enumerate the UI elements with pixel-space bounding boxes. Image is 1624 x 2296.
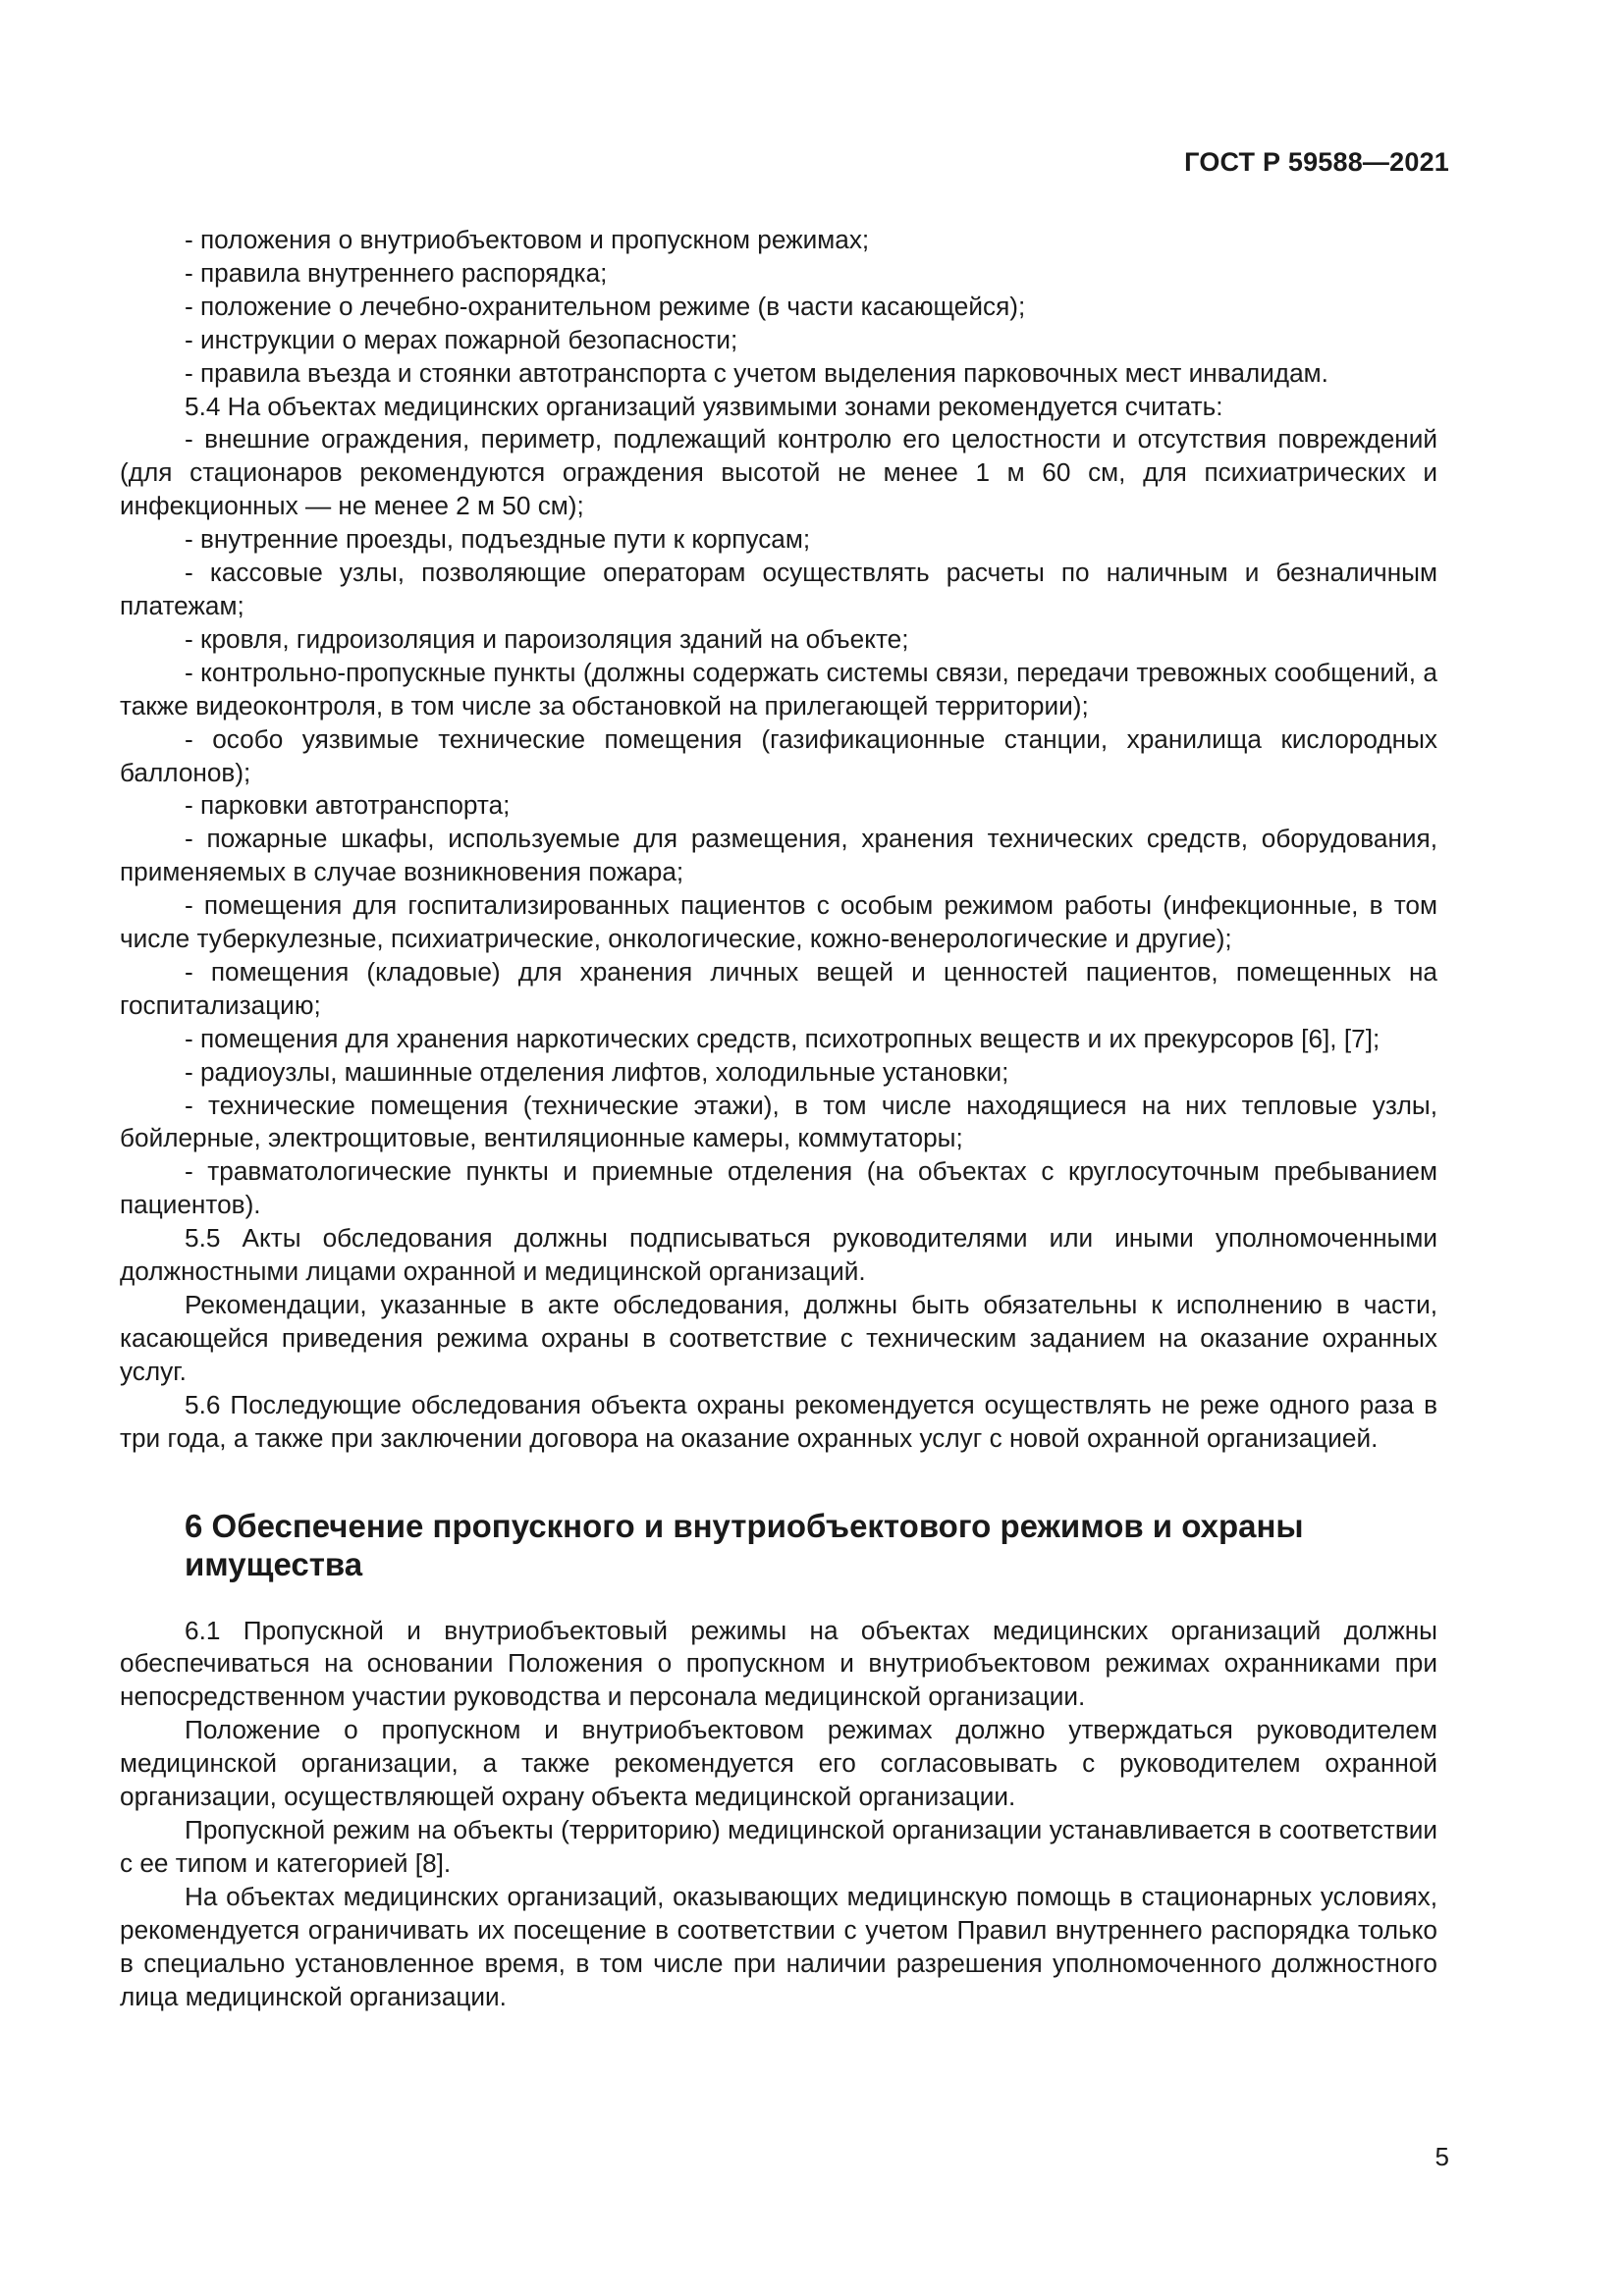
paragraph: - положения о внутриобъектовом и пропускном режимах; bbox=[185, 225, 870, 254]
paragraph: Пропускной режим на объекты (территорию) медицинской организации устанавливается в соответствии с ее типом и категорией [8]. bbox=[120, 1814, 1437, 1878]
document-code-header: ГОСТ Р 59588—2021 bbox=[1184, 147, 1449, 177]
paragraph: 5.4 На объектах медицинских организаций уязвимыми зонами рекомендуется считать: bbox=[185, 391, 1223, 421]
paragraph: - инструкции о мерах пожарной безопасности; bbox=[185, 324, 738, 354]
paragraph: 6.1 Пропускной и внутриобъектовый режимы на объектах медицинских организаций должны обеспечиваться на основании Положения о пропускном и внутриобъектовом режимах охранниками при непосредственном участии руководства и персонала медицинской организации. bbox=[120, 1615, 1437, 1712]
paragraph: На объектах медицинских организаций, оказывающих медицинскую помощь в стационарных условиях, рекомендуется ограничивать их посещение в соответствии с учетом Правил внутреннего распорядка только в специально установленное время, в том числе при наличии разрешения уполномоченного должностного лица медицинской организации. bbox=[120, 1881, 1437, 2011]
paragraph: - помещения для госпитализированных пациентов с особым режимом работы (инфекционные, в том числе туберкулезные, психиатрические, онкологические, кожно-венерологические и другие); bbox=[120, 890, 1437, 954]
page-number: 5 bbox=[1435, 2142, 1449, 2171]
paragraph: - контрольно-пропускные пункты (должны содержать системы связи, передачи тревожных сообщений, а также видеоконтроля, в том числе за обстановкой на прилегающей территории); bbox=[120, 657, 1437, 721]
paragraph: 5.5 Акты обследования должны подписываться руководителями или иными уполномоченными должностными лицами охранной и медицинской организаций. bbox=[120, 1223, 1437, 1287]
paragraph: - радиоузлы, машинные отделения лифтов, холодильные установки; bbox=[185, 1056, 1009, 1087]
paragraph: - внешние ограждения, периметр, подлежащий контролю его целостности и отсутствия повреждений (для стационаров рекомендуются ограждения высотой не менее 1 м 60 см, для психиатрических и инфекционных — не менее 2 м 50 см); bbox=[120, 424, 1437, 521]
paragraph: - помещения для хранения наркотических средств, психотропных веществ и их прекурсоров [6], [7]; bbox=[185, 1023, 1380, 1053]
paragraph: - внутренние проезды, подъездные пути к корпусам; bbox=[185, 524, 811, 555]
paragraph: - правила въезда и стоянки автотранспорта с учетом выделения парковочных мест инвалидам. bbox=[185, 357, 1328, 388]
paragraph: 5.6 Последующие обследования объекта охраны рекомендуется осуществлять не реже одного раза в три года, а также при заключении договора на оказание охранных услуг с новой охранной организацией. bbox=[120, 1389, 1437, 1453]
document-body bbox=[120, 224, 1437, 2013]
paragraph: - кровля, гидроизоляция и пароизоляция зданий на объекте; bbox=[185, 623, 909, 654]
paragraph: - правила внутреннего распорядка; bbox=[185, 257, 608, 288]
paragraph: - технические помещения (технические этажи), в том числе находящиеся на них тепловые узлы, бойлерные, электрощитовые, вентиляционные камеры, коммутаторы; bbox=[120, 1090, 1437, 1153]
paragraph: - помещения (кладовые) для хранения личных вещей и ценностей пациентов, помещенных на госпитализацию; bbox=[120, 956, 1437, 1020]
paragraph: - особо уязвимые технические помещения (газификационные станции, хранилища кислородных баллонов); bbox=[120, 723, 1437, 787]
paragraph: Положение о пропускном и внутриобъектовом режимах должно утверждаться руководителем медицинской организации, а также рекомендуется его согласовывать с руководителем охранной организации, осуществляющей охрану объекта медицинской организации. bbox=[120, 1715, 1437, 1812]
paragraph: - пожарные шкафы, используемые для размещения, хранения технических средств, оборудования, применяемых в случае возникновения пожара; bbox=[120, 824, 1437, 887]
paragraph: - парковки автотранспорта; bbox=[185, 790, 511, 821]
paragraph: - положение о лечебно-охранительном режиме (в части касающейся); bbox=[185, 291, 1026, 321]
paragraph: Рекомендации, указанные в акте обследования, должны быть обязательны к исполнению в части, касающейся приведения режима охраны в соответствие с техническим заданием на оказание охранных услуг. bbox=[120, 1290, 1437, 1386]
section-heading: 6 Обеспечение пропускного и внутриобъектового режимов и охраны имущества bbox=[185, 1507, 1304, 1582]
paragraph: - травматологические пункты и приемные отделения (на объектах с круглосуточным пребыванием пациентов). bbox=[120, 1156, 1437, 1220]
paragraph: - кассовые узлы, позволяющие операторам осуществлять расчеты по наличным и безналичным платежам; bbox=[120, 558, 1437, 620]
